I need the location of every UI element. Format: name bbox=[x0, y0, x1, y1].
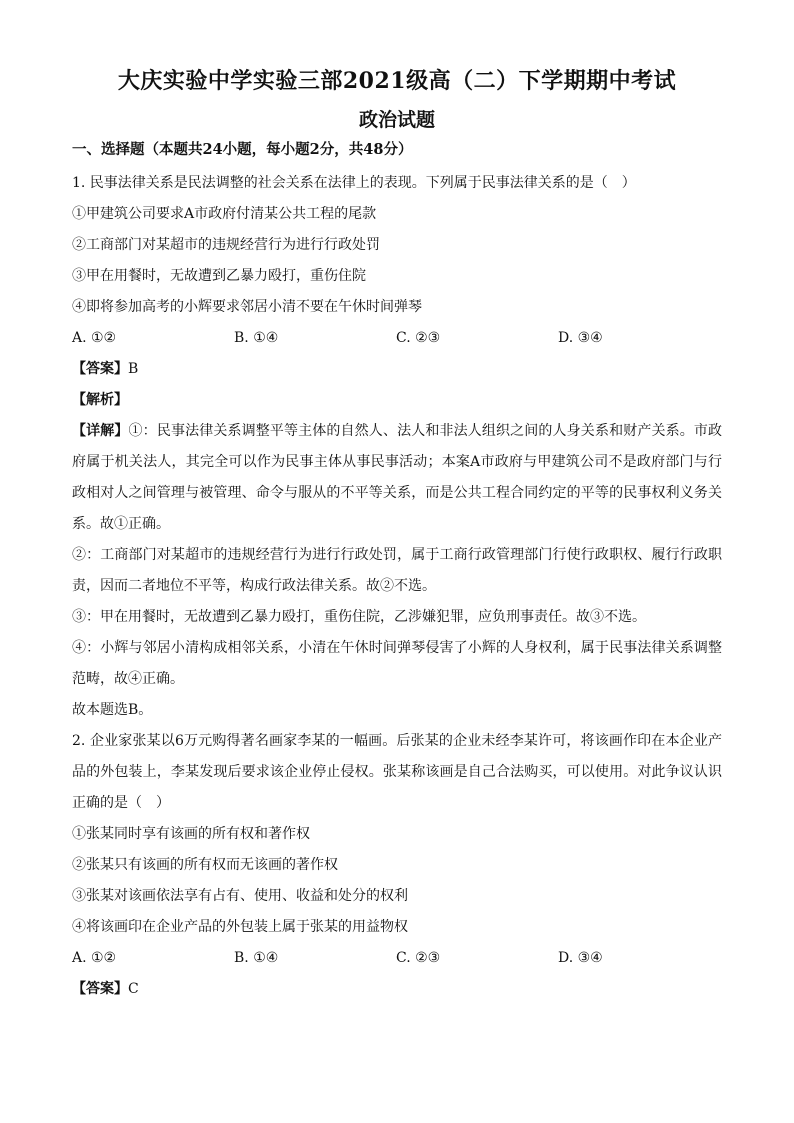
q1-item: ①甲建筑公司要求A市政府付清某公共工程的尾款 bbox=[72, 206, 377, 222]
q1-analysis-tag: 【解析】 bbox=[72, 392, 128, 408]
q2-option-b: B. ①④ bbox=[234, 950, 279, 966]
q1-detail-4: ④：小辉与邻居小清构成相邻关系，小清在午休时间弹琴侵害了小辉的人身权利，属于民事法律关系调整范畴，故④正确。 bbox=[72, 640, 722, 687]
exam-title: 大庆实验中学实验三部2021级高（二）下学期期中考试 bbox=[117, 68, 677, 94]
q1-item: ③甲在用餐时，无故遭到乙暴力殴打，重伤住院 bbox=[72, 268, 366, 284]
q2-stem: 2. 企业家张某以6万元购得著名画家李某的一幅画。后张某的企业未经李某许可，将该画作印在本企业产品的外包装上，李某发现后要求该企业停止侵权。张某称该画是自己合法购买，可以使用。对此争议认识正确的是（ ） bbox=[72, 733, 722, 811]
q1-item: ④即将参加高考的小辉要求邻居小清不要在午休时间弹琴 bbox=[72, 299, 422, 315]
q1-detail-1: 【详解】①：民事法律关系调整平等主体的自然人、法人和非法人组织之间的人身关系和财产关系。市政府属于机关法人，其完全可以作为民事主体从事民事活动；本案A市政府与甲建筑公司不是政府部门与行政相对人之间管理与被管理、命令与服从的不平等关系，而是公共工程合同约定的平等的民事权利义务关系。故①正确。 bbox=[72, 423, 723, 532]
q2-item: ①张某同时享有该画的所有权和著作权 bbox=[72, 826, 310, 842]
q2-option-c: C. ②③ bbox=[396, 950, 441, 966]
q1-option-c: C. ②③ bbox=[396, 330, 441, 346]
q2-item: ②张某只有该画的所有权而无该画的著作权 bbox=[72, 857, 338, 873]
q1-conclusion: 故本题选B。 bbox=[72, 702, 153, 718]
q1-stem: 1. 民事法律关系是民法调整的社会关系在法律上的表现。下列属于民事法律关系的是（ ） bbox=[72, 175, 636, 191]
answer-value: B bbox=[128, 361, 139, 377]
q2-item: ④将该画印在企业产品的外包装上属于张某的用益物权 bbox=[72, 919, 408, 935]
q2-option-a: A. ①② bbox=[72, 950, 117, 966]
q2-options bbox=[72, 943, 722, 974]
detail-tag: 【详解】 bbox=[72, 423, 129, 439]
q1-option-a: A. ①② bbox=[72, 330, 117, 346]
answer-value: C bbox=[128, 981, 139, 997]
q1-detail-2: ②：工商部门对某超市的违规经营行为进行行政处罚，属于工商行政管理部门行使行政职权、履行行政职责，因而二者地位不平等，构成行政法律关系。故②不选。 bbox=[72, 547, 722, 594]
q2-option-d: D. ③④ bbox=[558, 950, 603, 966]
q1-item: ②工商部门对某超市的违规经营行为进行行政处罚 bbox=[72, 237, 380, 253]
q1-answer bbox=[72, 354, 722, 385]
q1-option-b: B. ①④ bbox=[234, 330, 279, 346]
answer-tag: 【答案】 bbox=[72, 981, 128, 997]
q2-item: ③张某对该画依法享有占有、使用、收益和处分的权利 bbox=[72, 888, 408, 904]
q1-option-d: D. ③④ bbox=[558, 330, 603, 346]
exam-subject: 政治试题 bbox=[358, 109, 435, 131]
answer-tag: 【答案】 bbox=[72, 361, 128, 377]
q2-answer bbox=[72, 974, 722, 1005]
q1-detail-3: ③：甲在用餐时，无故遭到乙暴力殴打，重伤住院，乙涉嫌犯罪，应负刑事责任。故③不选。 bbox=[72, 609, 646, 625]
q1-options bbox=[72, 323, 722, 354]
section-heading: 一、选择题（本题共24小题，每小题2分，共48分） bbox=[72, 141, 413, 158]
